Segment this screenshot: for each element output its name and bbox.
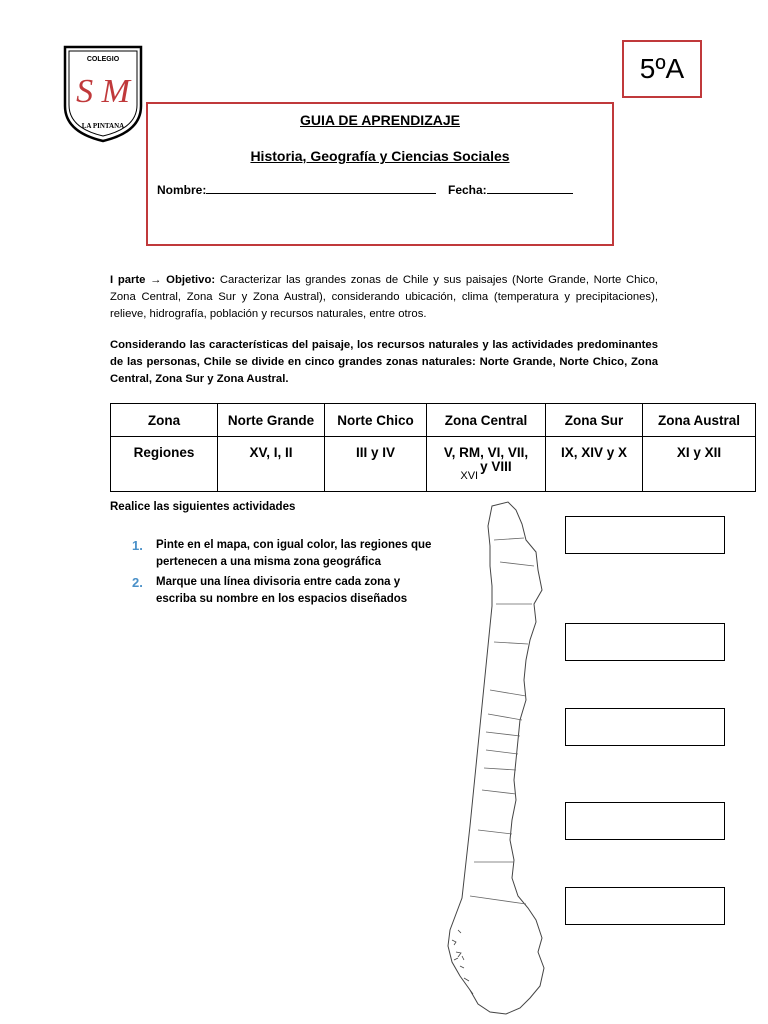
region-central-extra: y VIII — [480, 459, 512, 474]
zone-answer-box-2[interactable] — [565, 623, 725, 661]
guide-title: GUIA DE APRENDIZAJE — [300, 112, 460, 128]
zone-cell: Zona Austral — [643, 404, 756, 437]
zone-cell: Zona Central — [427, 404, 546, 437]
grade-label: 5ºA — [639, 53, 685, 84]
header-box — [146, 102, 614, 246]
intro-paragraph: Considerando las características del paisaje, los recursos naturales y las actividades predominantes de las personas, Chile se divide en cinco grandes zonas naturales: Norte Grande, Norte Chico, Zona Central, Zona Sur y Zona Austral. — [110, 339, 658, 385]
zone-answer-box-5[interactable] — [565, 887, 725, 925]
objective-text: Caracterizar las grandes zonas de Chile y sus paisajes (Norte Grande, Norte Chico, Zona Central, Zona Sur y Zona Austral), considerando ubicación, clima (temperatura y precipitaciones), relieve, hidrografía, población y recursos naturales, entre otros. — [110, 274, 659, 320]
zones-table — [110, 403, 756, 492]
zone-cell: Norte Grande — [218, 404, 325, 437]
table-header-row — [111, 404, 756, 437]
zone-header-cell: Zona — [111, 404, 218, 437]
date-field[interactable] — [448, 182, 573, 197]
objective-label: Objetivo: — [166, 274, 216, 286]
zone-answer-box-1[interactable] — [565, 516, 725, 554]
activity-item-2 — [132, 574, 432, 608]
activity-text: Pinte en el mapa, con igual color, las regiones que pertenecen a una misma zona geográfica — [156, 539, 432, 568]
chile-map[interactable] — [430, 500, 560, 1020]
name-blank[interactable] — [206, 182, 436, 194]
table-regions-row — [111, 437, 756, 492]
date-blank[interactable] — [487, 182, 573, 194]
region-central-xvi: XVI — [460, 470, 479, 482]
activities-title: Realice las siguientes actividades — [110, 501, 296, 513]
zone-answer-box-4[interactable] — [565, 802, 725, 840]
activity-number: 2. — [132, 575, 143, 590]
name-field[interactable] — [157, 182, 436, 197]
zone-cell: Zona Sur — [546, 404, 643, 437]
region-central-line2 — [427, 459, 545, 482]
region-cell: IX, XIV y X — [546, 437, 643, 492]
school-logo — [62, 44, 144, 144]
objective-paragraph — [110, 272, 658, 323]
region-cell: XI y XII — [643, 437, 756, 492]
zone-answer-box-3[interactable] — [565, 708, 725, 746]
region-central-line1: V, RM, VI, VII, — [443, 445, 529, 460]
name-label: Nombre: — [157, 183, 207, 197]
zone-cell: Norte Chico — [325, 404, 427, 437]
grade-box — [622, 40, 702, 98]
activity-text: Marque una línea divisoria entre cada zona y escriba su nombre en los espacios diseñados — [156, 576, 408, 605]
activity-number: 1. — [132, 538, 143, 553]
chile-outline[interactable] — [448, 502, 544, 1014]
region-cell-central — [427, 437, 546, 492]
region-cell: III y IV — [325, 437, 427, 492]
region-cell: XV, I, II — [218, 437, 325, 492]
guide-subtitle: Historia, Geografía y Ciencias Sociales — [250, 148, 510, 164]
date-label: Fecha: — [448, 183, 487, 197]
objective-prefix: I parte — [110, 274, 146, 286]
activity-item-1 — [132, 537, 432, 571]
regions-header-cell: Regiones — [111, 437, 218, 492]
logo-bottom-text: LA PINTANA — [81, 122, 125, 130]
logo-initials: S M — [76, 73, 130, 110]
arrow-icon: → — [150, 274, 162, 286]
logo-top-text: COLEGIO — [86, 56, 120, 63]
